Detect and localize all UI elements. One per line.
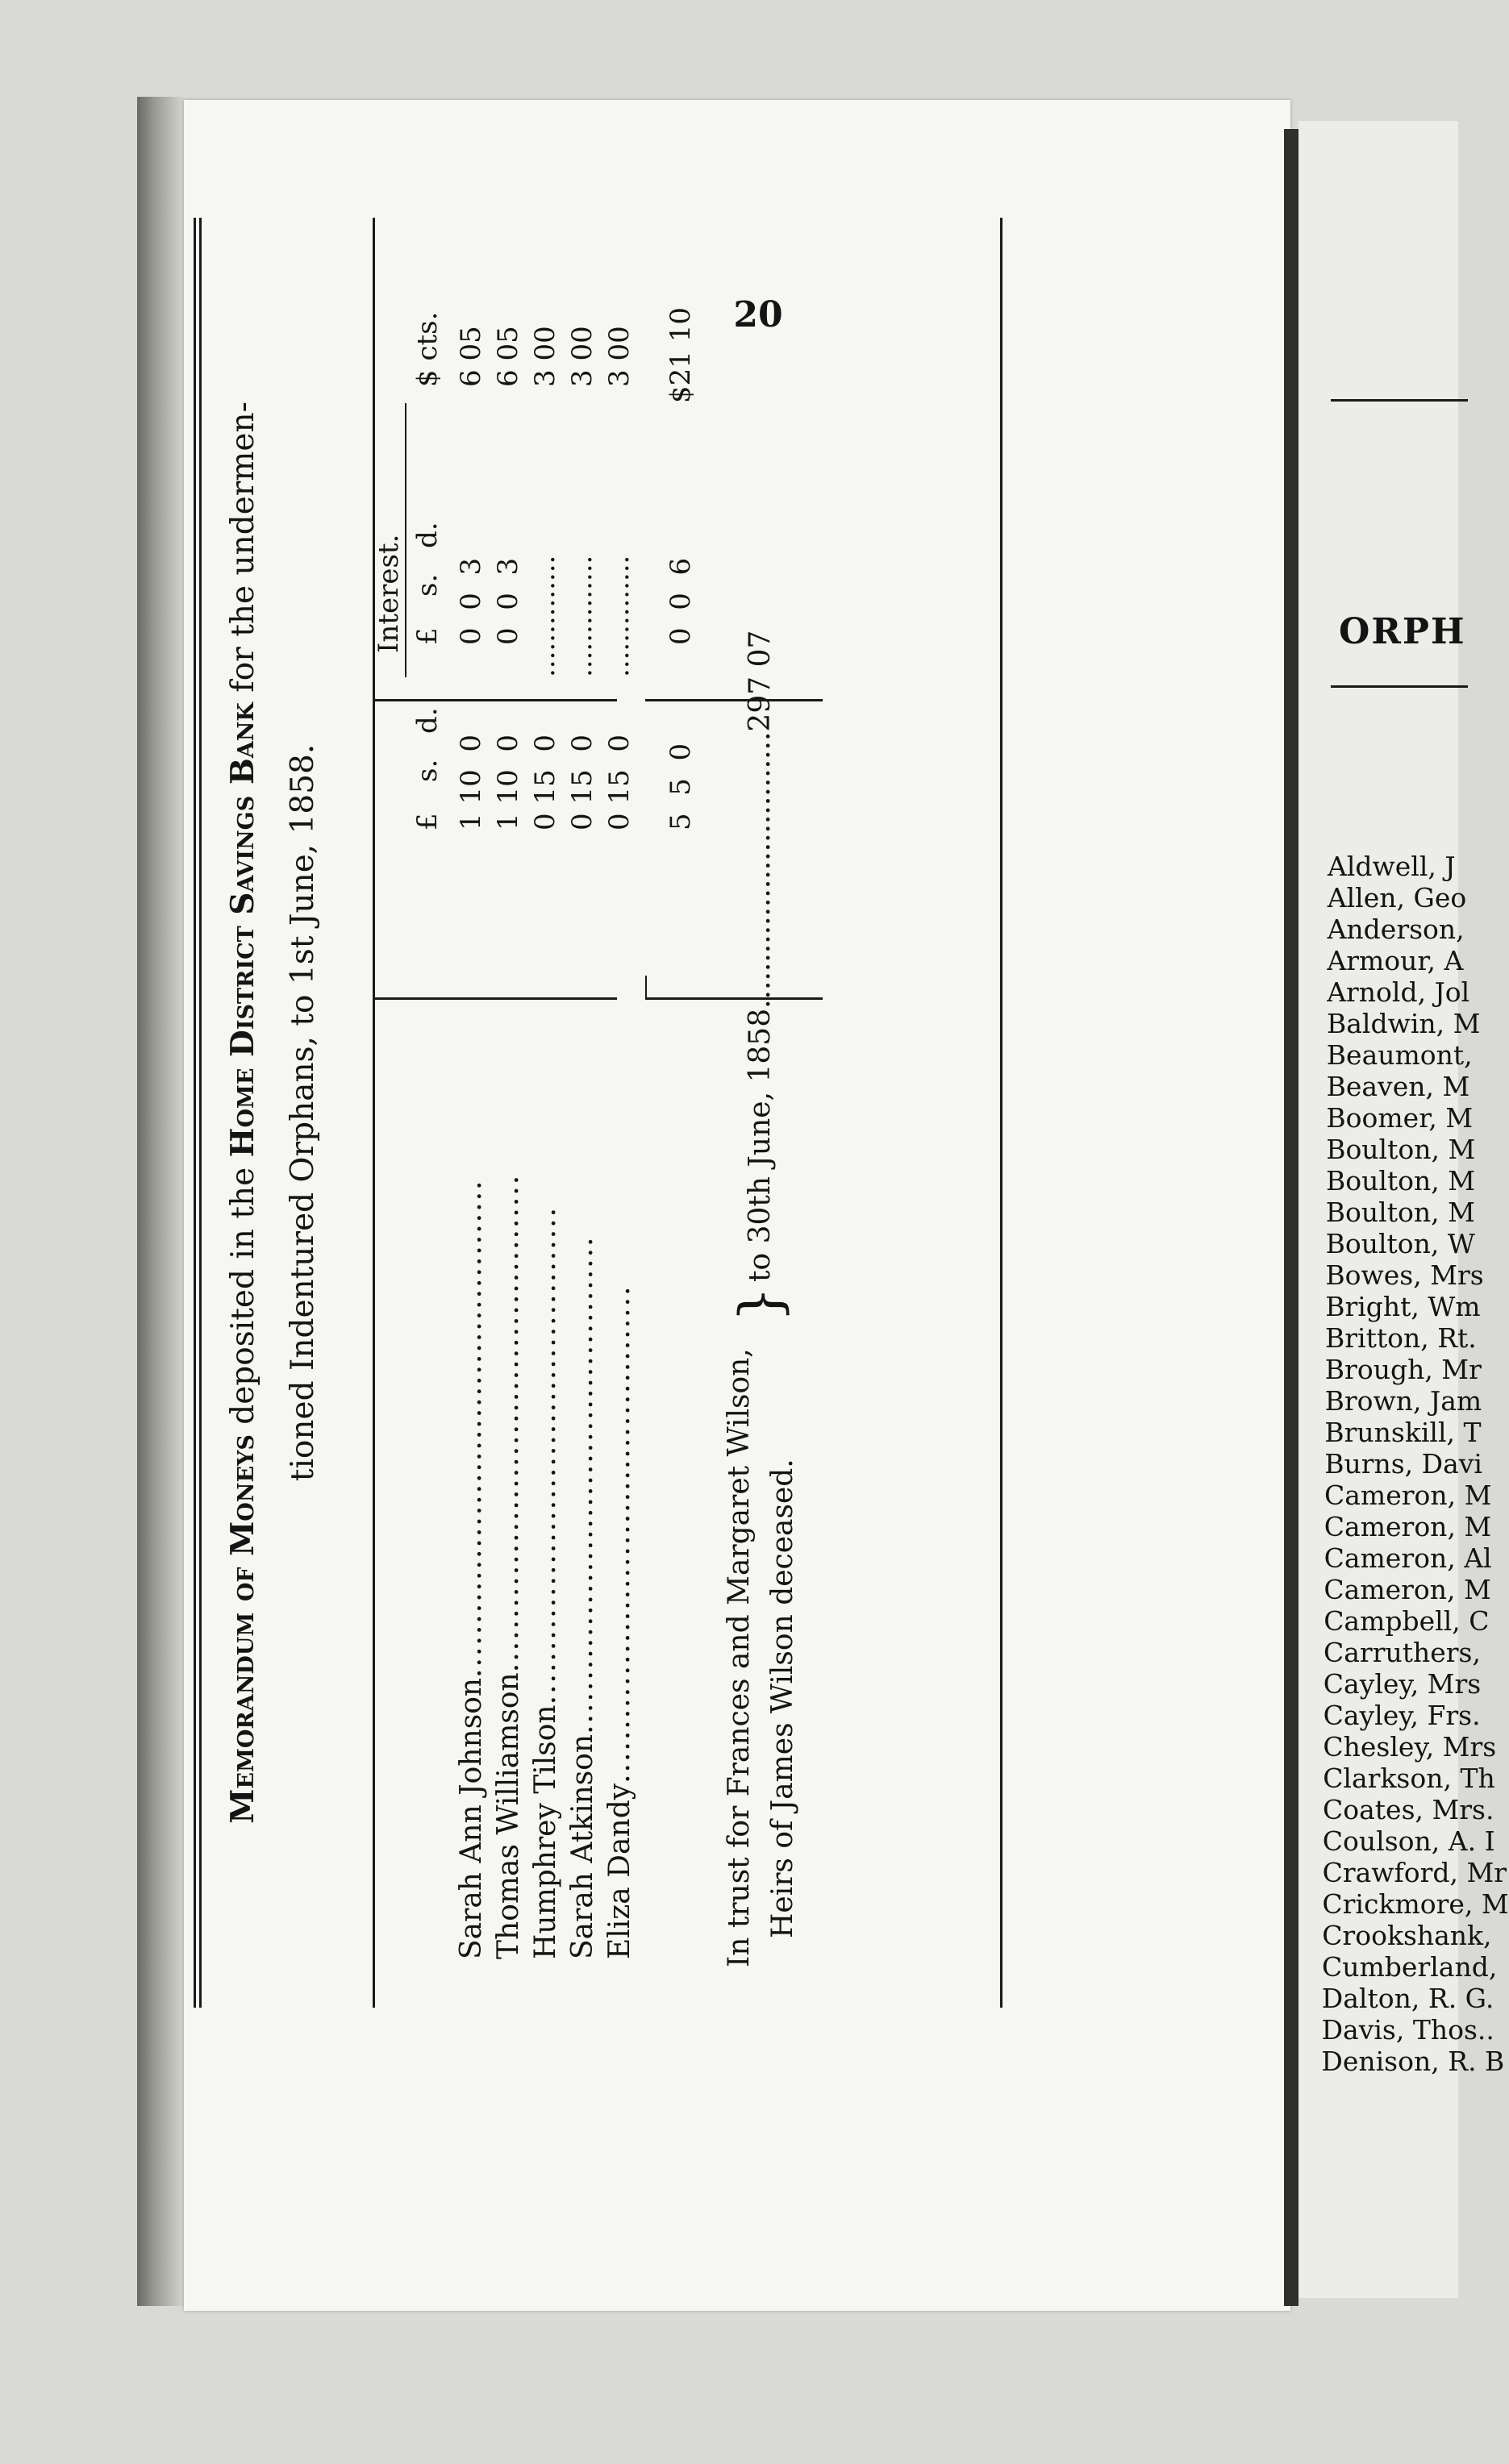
trust-period-line [739,631,782,1282]
row-interest: 0 0 3 [492,557,524,645]
facing-list-item: Cayley, Mrs [1323,1668,1482,1700]
col-int-shillings: s. [411,573,444,597]
row-name: Sarah Atkinson [566,1734,599,1959]
facing-list-item: Crookshank, [1322,1920,1492,1951]
facing-list-item: Burns, Davi [1324,1448,1482,1480]
col-shillings: s. [411,759,444,782]
row-principal: 1 10 0 [492,735,524,830]
subtotal-vertical-mid [645,699,823,701]
title-lead: Memorandum of Moneys [224,1434,261,1824]
facing-list-item: Cumberland, [1322,1951,1498,1983]
facing-list-item: Dalton, R. G. [1321,1983,1494,2014]
col-pence: d. [411,707,444,734]
facing-list-item: Boulton, W [1325,1228,1475,1259]
row-name: Sarah Ann Johnson [455,1677,488,1959]
facing-list-item: Britton, Rt. [1325,1322,1477,1354]
total-dollars: $21 10 [665,307,697,403]
col-dollars: $ cts. [411,311,444,387]
trust-line2: Heirs of James Wilson deceased. [766,1459,799,1938]
leader-dots: .............................................. [566,1235,599,1734]
row-interest-dots: .............. [566,555,598,677]
subtotal-rule [645,976,647,1000]
total-interest: 0 0 6 [665,557,697,645]
facing-page-title: ORPH [1339,611,1466,652]
row-name: Humphrey Tilson [529,1704,562,1959]
table-top-rule [373,218,375,2008]
title-bank: Home District Savings Bank [224,702,261,1158]
facing-list-item: Crickmore, M [1322,1888,1509,1920]
table-bottom-rule [1000,218,1003,2008]
rotated-memorandum [194,218,1178,2008]
facing-list-item: Armour, A [1327,945,1464,976]
row-dollars: 3 00 [529,326,561,387]
leader-dots: .............................................. [455,1179,488,1678]
facing-rule-top [1331,399,1468,402]
facing-page [1298,121,1509,2298]
trust-period: to 30th June, 1858 [744,1008,777,1282]
page-number: 20 [733,294,783,335]
facing-list-item: Anderson, [1327,914,1465,945]
memorandum-title [213,242,358,1983]
facing-list-item: Arnold, Jol [1327,976,1470,1008]
row-name: Thomas Williamson [492,1672,525,1959]
interest-header-rule [405,403,406,677]
row-principal: 0 15 0 [603,735,636,830]
facing-list-item: Brown, Jam [1324,1385,1482,1417]
facing-list-item: Cameron, M [1324,1480,1492,1511]
facing-list-item: Clarkson, Th [1323,1763,1495,1794]
facing-list-item: Baldwin, M [1327,1008,1481,1039]
facing-list-item: Bowes, Mrs [1325,1259,1484,1291]
facing-list-item: Bright, Wm [1325,1291,1481,1322]
leader-dots: .............................. [744,731,777,1009]
title-line2: tioned Indentured Orphans, to 1st June, 1858. [285,743,321,1482]
facing-list-item: Brough, Mr [1324,1354,1482,1385]
leader-dots: .............................................. [529,1205,562,1705]
title-mid: deposited in the [225,1157,261,1435]
facing-list-item: Campbell, C [1324,1605,1490,1637]
row-dollars: 6 05 [492,326,524,387]
facing-list-item: Coates, Mrs. [1323,1794,1494,1825]
col-int-pence: d. [411,522,444,548]
facing-list-item: Denison, R. B [1321,2046,1505,2077]
total-principal: 5 5 0 [665,743,697,830]
trust-line1: In trust for Frances and Margaret Wilson, [723,1348,756,1967]
row-name: Eliza Dandy [603,1783,636,1959]
row-interest-dots: .............. [529,555,561,677]
facing-list-item: Boomer, M [1326,1102,1474,1134]
title-end: for the undermen- [225,402,261,703]
facing-list-item: Cameron, Al [1324,1542,1492,1574]
row-interest: 0 0 3 [455,557,487,645]
col-int-pounds: £ [411,627,444,645]
row-dollars: 6 05 [455,326,487,387]
facing-list-item: Aldwell, J [1328,851,1456,882]
facing-list-item: Brunskill, T [1324,1417,1482,1448]
facing-list-item: Boulton, M [1326,1134,1476,1165]
book-gutter [1284,129,1298,2306]
row-interest-dots: .............. [603,555,636,677]
row-principal: 1 10 0 [455,735,487,830]
facing-list-item: Boulton, M [1325,1197,1475,1228]
facing-list-item: Beaven, M [1326,1071,1470,1102]
facing-list-item: Carruthers, [1324,1637,1481,1668]
row-dollars: 3 00 [566,326,598,387]
facing-list-item: Beaumont, [1326,1039,1473,1071]
trust-description [718,1348,805,1967]
facing-list-item: Chesley, Mrs [1323,1731,1497,1763]
subtotal-vertical-left [645,997,823,1000]
facing-list-item: Crawford, Mr [1322,1857,1507,1888]
facing-list-item: Davis, Thos.. [1321,2014,1494,2046]
facing-list-item: Boulton, M [1326,1165,1476,1197]
trust-brace: } [727,1286,794,1322]
facing-rule-under-title [1331,685,1468,688]
trust-amount: 297 07 [744,630,777,732]
facing-list-item: Cayley, Frs. [1323,1700,1481,1731]
book-spine [137,97,187,2306]
row-principal: 0 15 0 [566,735,598,830]
leader-dots: .............................................. [603,1284,636,1783]
row-principal: 0 15 0 [529,735,561,830]
col-pounds: £ [411,813,444,830]
double-rule-top [194,218,203,2008]
row-dollars: 3 00 [603,326,636,387]
interest-column-rule [375,699,617,701]
col-interest: Interest. [373,534,405,653]
facing-list-item: Allen, Geo [1327,882,1467,914]
facing-list-item: Coulson, A. I [1322,1825,1495,1857]
facing-name-list [1318,851,1509,2077]
facing-list-item: Cameron, M [1324,1574,1491,1605]
facing-list-item: Cameron, M [1324,1511,1492,1542]
leader-dots: .............................................. [492,1173,525,1673]
